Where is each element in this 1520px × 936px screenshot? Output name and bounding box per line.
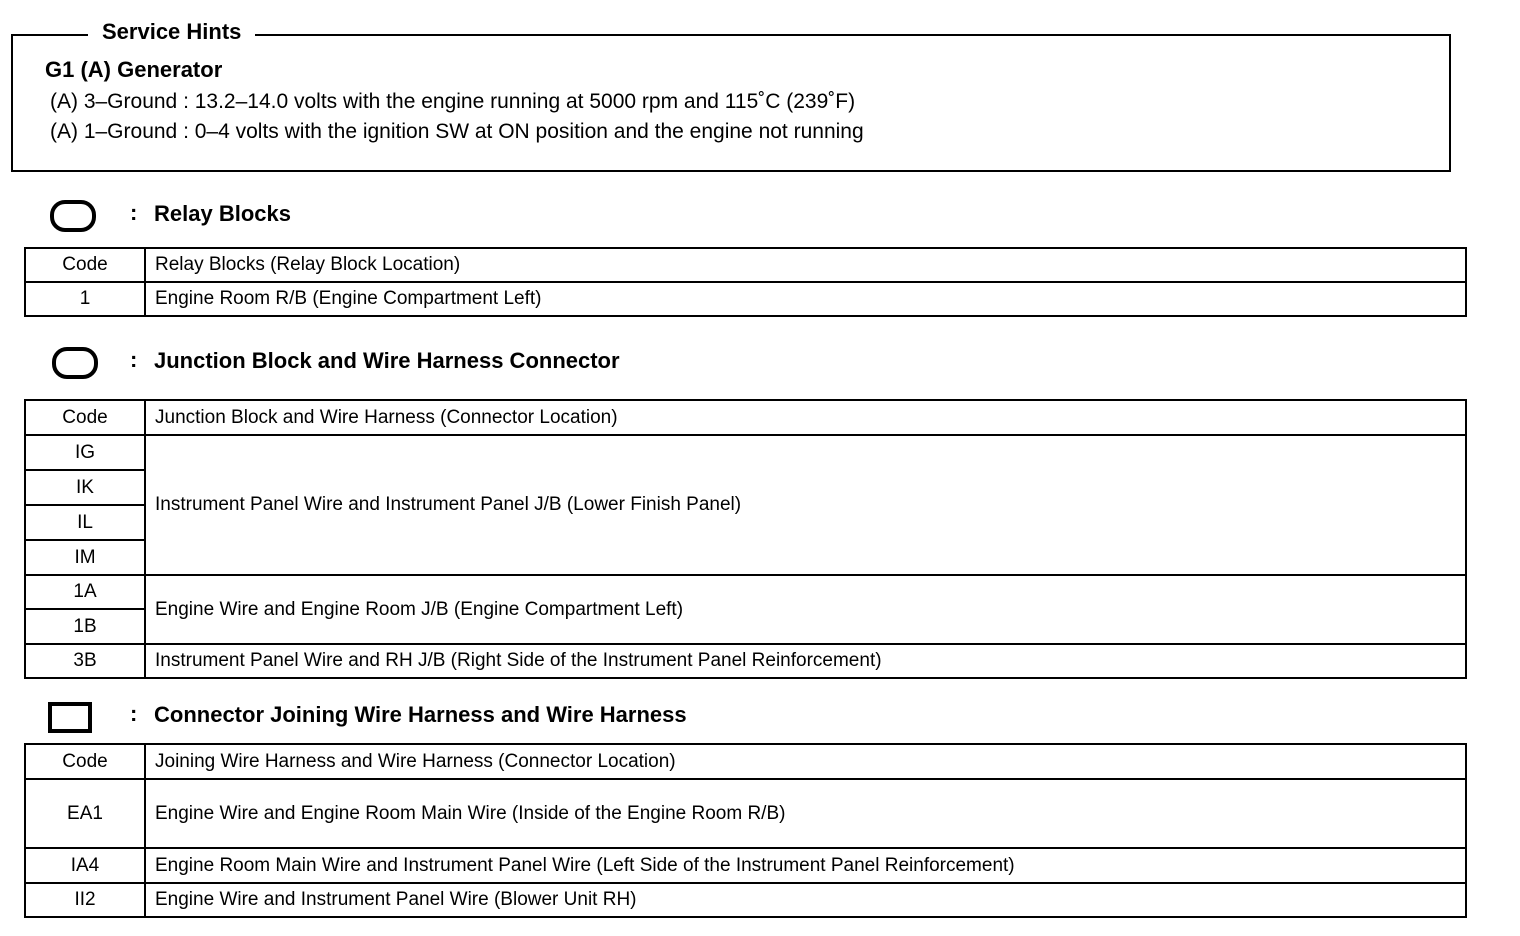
table-row (25, 883, 1466, 917)
table-row (25, 848, 1466, 883)
code-header: Code (25, 248, 145, 282)
junction-block-symbol-icon (52, 347, 98, 379)
code-cell: IG (25, 435, 145, 470)
joining-connectors-colon: : (130, 701, 138, 726)
table-header-row (25, 400, 1466, 435)
location-cell: Instrument Panel Wire and Instrument Panel J/B (Lower Finish Panel) (145, 435, 1466, 575)
joining-connectors-table (24, 743, 1467, 918)
table-row (25, 282, 1466, 316)
location-header: Junction Block and Wire Harness (Connector Location) (145, 400, 1466, 435)
location-header: Relay Blocks (Relay Block Location) (145, 248, 1466, 282)
code-cell: IM (25, 540, 145, 575)
location-cell: Instrument Panel Wire and RH J/B (Right Side of the Instrument Panel Reinforcement) (145, 644, 1466, 678)
table-header-row (25, 248, 1466, 282)
connector-symbol-icon (48, 702, 92, 733)
relay-blocks-colon: : (130, 200, 138, 225)
location-header: Joining Wire Harness and Wire Harness (Connector Location) (145, 744, 1466, 779)
relay-blocks-table (24, 247, 1467, 317)
code-cell: 1B (25, 609, 145, 644)
location-cell: Engine Room Main Wire and Instrument Panel Wire (Left Side of the Instrument Panel Reinforcement) (145, 848, 1466, 883)
code-cell: IL (25, 505, 145, 540)
junction-blocks-table (24, 399, 1467, 679)
table-header-row (25, 744, 1466, 779)
junction-blocks-title: Junction Block and Wire Harness Connector (154, 348, 620, 373)
relay-block-symbol-icon (50, 200, 96, 232)
table-row (25, 779, 1466, 848)
code-cell: 3B (25, 644, 145, 678)
joining-connectors-title: Connector Joining Wire Harness and Wire Harness (154, 702, 687, 727)
junction-blocks-colon: : (130, 347, 138, 372)
code-header: Code (25, 400, 145, 435)
service-hint-line: (A) 1–Ground : 0–4 volts with the ignition SW at ON position and the engine not running (50, 120, 864, 143)
location-cell: Engine Wire and Engine Room Main Wire (Inside of the Engine Room R/B) (145, 779, 1466, 848)
code-cell: II2 (25, 883, 145, 917)
table-row (25, 575, 1466, 609)
service-hints-title: Service Hints (88, 18, 255, 46)
location-cell: Engine Wire and Engine Room J/B (Engine Compartment Left) (145, 575, 1466, 644)
relay-blocks-title: Relay Blocks (154, 201, 291, 226)
location-cell: Engine Wire and Instrument Panel Wire (Blower Unit RH) (145, 883, 1466, 917)
table-row (25, 644, 1466, 678)
service-hint-line: (A) 3–Ground : 13.2–14.0 volts with the engine running at 5000 rpm and 115˚C (239˚F) (50, 90, 856, 113)
code-header: Code (25, 744, 145, 779)
code-cell: 1 (25, 282, 145, 316)
code-cell: IK (25, 470, 145, 505)
code-cell: 1A (25, 575, 145, 609)
service-hints-heading: G1 (A) Generator (45, 57, 223, 82)
code-cell: IA4 (25, 848, 145, 883)
code-cell: EA1 (25, 779, 145, 848)
table-row (25, 435, 1466, 470)
location-cell: Engine Room R/B (Engine Compartment Left) (145, 282, 1466, 316)
